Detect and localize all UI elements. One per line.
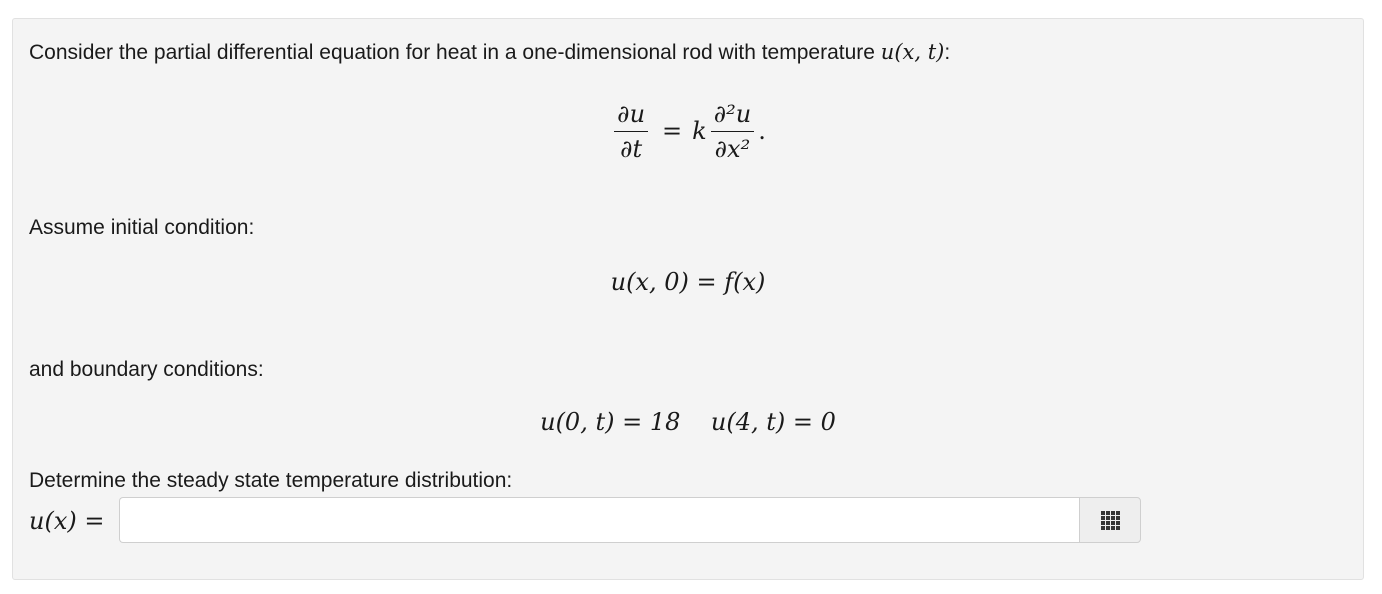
equals-sign: =: [662, 117, 683, 145]
grid-icon: [1101, 511, 1120, 530]
heat-equation: [13, 91, 1363, 171]
intro-colon: :: [944, 41, 951, 64]
intro-paragraph: [29, 39, 950, 66]
rhs-fraction: [711, 100, 755, 163]
question-card: [12, 18, 1364, 580]
answer-input[interactable]: [119, 497, 1079, 543]
equation-period: .: [758, 117, 766, 145]
rhs-numerator: ∂²u: [711, 100, 755, 132]
question-text: Determine the steady state temperature distribution:: [29, 469, 513, 492]
initial-condition-equation: u(x, 0) = f(x): [610, 268, 766, 296]
answer-row: [29, 497, 119, 545]
math-palette-button[interactable]: [1079, 497, 1141, 543]
boundary-conditions-equation: u(0, t) = 18 u(4, t) = 0: [540, 408, 836, 436]
intro-math: u(x, t): [880, 40, 945, 64]
lhs-numerator: ∂u: [614, 100, 648, 132]
boundary-conditions-label: and boundary conditions:: [29, 358, 264, 381]
lhs-fraction: [614, 100, 648, 163]
rhs-denominator: ∂x²: [714, 134, 751, 163]
initial-condition-label: Assume initial condition:: [29, 216, 255, 239]
answer-label: u(x) =: [29, 507, 105, 535]
lhs-denominator: ∂t: [620, 134, 643, 163]
intro-text: Consider the partial differential equation for heat in a one-dimensional rod with temperature: [29, 41, 881, 64]
diffusivity-coefficient: k: [692, 117, 707, 145]
